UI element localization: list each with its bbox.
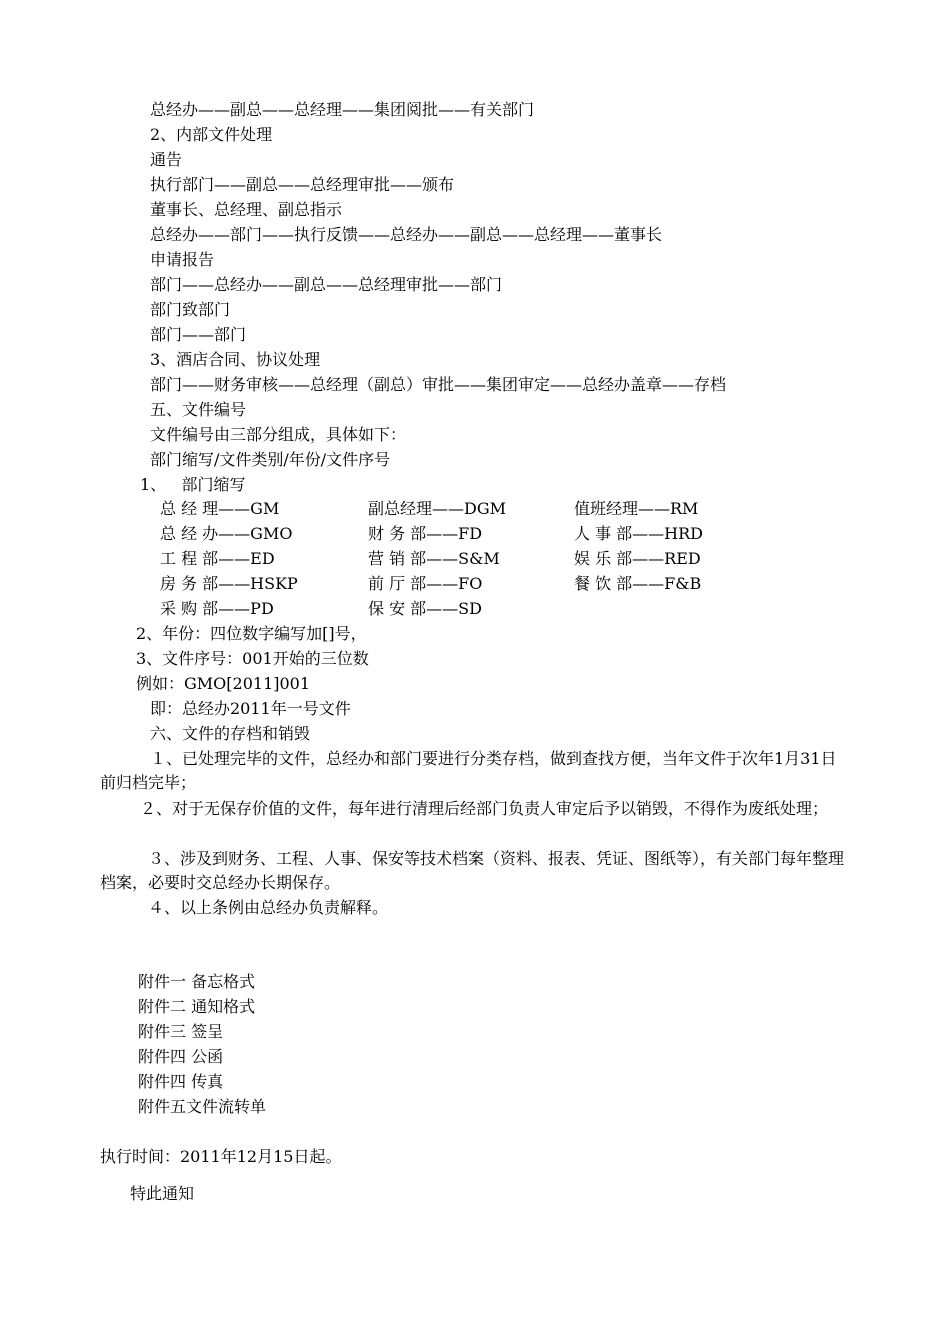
archive-item: ４、以上条例由总经办负责解释。 [148, 898, 389, 917]
year-rule: 2、年份：四位数字编写加[]号， [136, 624, 367, 643]
section-heading: 2、内部文件处理 [150, 125, 273, 144]
flow-line: 总经办——部门——执行反馈——总经办——副总——总经理——董事长 [150, 225, 663, 244]
numbering-example: 例如：GMO[2011]001 [136, 674, 311, 693]
dept-code-cell: 营 销 部——S&M [368, 549, 500, 568]
doc-type-label: 部门致部门 [150, 300, 231, 319]
closing-text: 特此通知 [130, 1184, 195, 1203]
serial-rule: 3、文件序号：001开始的三位数 [136, 649, 369, 668]
dept-code-cell: 值班经理——RM [574, 499, 699, 518]
body-text: 部门缩写/文件类别/年份/文件序号 [150, 450, 391, 469]
dept-code-cell: 人 事 部——HRD [574, 524, 704, 543]
dept-code-cell: 餐 饮 部——F&B [574, 574, 702, 593]
dept-code-cell: 副总经理——DGM [368, 499, 506, 518]
attachment-item: 附件五文件流转单 [138, 1097, 267, 1116]
section-heading: 3、酒店合同、协议处理 [150, 350, 321, 369]
attachment-item: 附件二 通知格式 [138, 997, 256, 1016]
attachment-item: 附件一 备忘格式 [138, 972, 256, 991]
section-heading: 五、文件编号 [150, 400, 247, 419]
doc-type-label: 董事长、总经理、副总指示 [150, 200, 343, 219]
effective-date: 执行时间：2011年12月15日起。 [100, 1147, 342, 1166]
dept-code-cell: 保 安 部——SD [368, 599, 482, 618]
dept-code-cell: 房 务 部——HSKP [160, 574, 298, 593]
dept-code-cell: 工 程 部——ED [160, 549, 275, 568]
body-text: 文件编号由三部分组成，具体如下： [150, 425, 407, 444]
attachment-item: 附件四 公函 [138, 1047, 224, 1066]
flow-line: 执行部门——副总——总经理审批——颁布 [150, 175, 455, 194]
flow-line: 部门——总经办——副总——总经理审批——部门 [150, 275, 503, 294]
flow-line: 总经办——副总——总经理——集团阅批——有关部门 [150, 100, 535, 119]
archive-item: １、已处理完毕的文件，总经办和部门要进行分类存档，做到查找方便，当年文件于次年1月31日前归档完毕； [100, 749, 837, 792]
dept-code-cell: 前 厅 部——FO [368, 574, 483, 593]
attachment-item: 附件三 签呈 [138, 1022, 224, 1041]
dept-code-cell: 娱 乐 部——RED [574, 549, 701, 568]
attachment-item: 附件四 传真 [138, 1072, 224, 1091]
section-heading: 六、文件的存档和销毁 [150, 724, 311, 743]
flow-line: 部门——部门 [150, 325, 247, 344]
numbering-example-meaning: 即：总经办2011年一号文件 [150, 699, 351, 718]
dept-code-cell: 采 购 部——PD [160, 599, 274, 618]
dept-heading: 1、 部门缩写 [140, 475, 246, 494]
archive-item: ３、涉及到财务、工程、人事、保安等技术档案（资料、报表、凭证、图纸等），有关部门每年整理档案，必要时交总经办长期保存。 [100, 849, 845, 892]
archive-item: ２、对于无保存价值的文件，每年进行清理后经部门负责人审定后予以销毁，不得作为废纸处理； [140, 799, 829, 818]
doc-type-label: 通告 [150, 150, 183, 169]
dept-code-cell: 总 经 理——GM [160, 499, 280, 518]
flow-line: 部门——财务审核——总经理（副总）审批——集团审定——总经办盖章——存档 [150, 375, 727, 394]
doc-type-label: 申请报告 [150, 250, 215, 269]
dept-code-cell: 总 经 办——GMO [160, 524, 293, 543]
dept-code-cell: 财 务 部——FD [368, 524, 483, 543]
